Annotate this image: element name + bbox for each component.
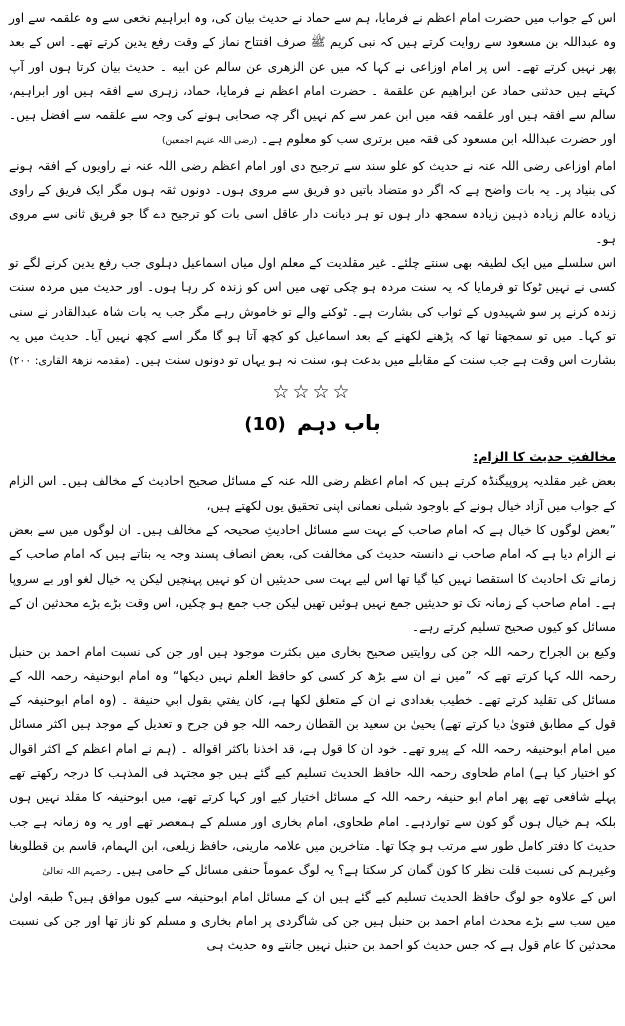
rahimahum-note: رحمہم اللہ تعالیٰ bbox=[42, 866, 112, 878]
chapter-title: باب دہم bbox=[297, 411, 381, 436]
chapter-number: (10) bbox=[244, 414, 286, 436]
paragraph-waki bbox=[9, 640, 616, 885]
paragraph-text: امام اوزاعی رضی اللہ عنہ نے حدیث کو علو سند سے ترجیح دی اور امام اعظم رضی اللہ عنہ نے راویوں کے افقہ ہونے کی بنیاد پر۔ یہ بات واضح ہے کہ اگر دو متضاد باتیں دو فریق سے مروی ہوں۔ دونوں ثقہ ہوں مگر ایک فریق کے راوی زیادہ عالم زیادہ ذہین زیادہ سمجھ دار ہوں تو ہر دیانت دار عاقل اسی بات کو ترجیح دے گا جو فریق ثانی سے مروی ہو۔ bbox=[9, 158, 616, 246]
reference-citation: (مقدمہ نزھۃ القاری: ۲۰۰) bbox=[9, 354, 130, 368]
section-intro: بعض غیر مقلدیہ پروپیگنڈہ کرتے ہیں کہ امام اعظم رضی اللہ عنہ کے مسائل صحیح احادیث کے مخالف ہیں۔ اس الزام کے جواب میں آزاد خیال ہونے کے باوجود شبلی نعمانی اپنی تحقیق یوں لکھتے ہیں، bbox=[9, 474, 616, 513]
paragraph-text: اس کے جواب میں حضرت امام اعظم نے فرمایا، ہم سے حماد نے حدیث بیان کی، وہ ابراہیم نخعی سے وہ علقمہ سے اور وہ عبداللہ بن مسعود سے روایت کرتے ہیں کہ نبی کریم ﷺ صرف افتتاح نماز کے وقت رفع یدین کرتے تھے۔ اس کے بعد پھر نہیں کرتے تھے۔ اس پر امام اوزاعی نے کہا کہ میں عن الزهری عن سالم عن ابیه ۔ حدیث بیان کرتا ہوں اور آپ کہتے ہیں حدثنی حماد عن ابراهیم عن علقمة ۔ حضرت امام اعظم نے فرمایا، حماد، زہری سے افقہ ہیں اور ابراہیم، سالم سے افقہ ہیں اور علقمہ فقہ میں ابن عمر سے کم نہیں اگر چہ صحابی ہونے کی وجہ سے علقمہ سے افضل ہیں۔ اور حضرت عبداللہ ابن مسعود کی فقہ میں برتری سب کو معلوم ہے۔ bbox=[9, 11, 616, 147]
shibli-quote: ”بعض لوگوں کا خیال ہے کہ امام صاحب کے بہت سے مسائل احادیثِ صحیحہ کے مخالف ہیں۔ ان لوگوں میں سے بعض نے الزام دیا ہے کہ امام صاحب نے دانستہ حدیث کی مخالفت کی، بعض انصاف پسند وجہ یہ بتاتے ہیں کہ امام صاحب کے زمانے تک احادیث کا استقصا نہیں کیا گیا تھا اس لیے بہت سی حدیثیں ان کو نہیں پہنچیں لیکن یہ خیال لغو اور بے سروپا ہے۔ امام صاحب کے زمانہ تک تو حدیثیں جمع نہیں ہوئیں تھیں لیکن جب جمع ہو چکیں، اس وقت بڑے بڑے محدثین ان کے مسائل کو کیوں صحیح تسلیم کرتے رہے۔ bbox=[9, 523, 616, 635]
star-separator: ☆☆☆☆ bbox=[272, 381, 353, 404]
paragraph-tarjih bbox=[9, 154, 616, 251]
paragraph-anecdote bbox=[9, 251, 616, 373]
paragraph-text: اس سلسلے میں ایک لطیفہ بھی سنتے چلئے۔ غیر مقلدیت کے معلم اول میاں اسماعیل دہلوی جب رفع یدین کرنے لگے تو کسی نے نہیں ٹوکا تو فرمایا کہ یہ سنت مردہ ہو چکی تھی میں اس کو زندہ کر رہا ہوں۔ اور حدیث میں مردہ سنت زندہ کرنے پر سو شہیدوں کے ثواب کی بشارت ہے۔ ٹوکنے والے تو خاموش رہے مگر جب یہ بات شاہ عبدالقادر نے سنی تو کہا۔ میں تو سمجھتا تھا کہ پڑھنے لکھنے کے بعد اسماعیل کو کچھ آتا ہو گا مگر اسے کچھ نہیں آیا۔ حدیث میں یہ بشارت اس وقت ہے جب سنت کے مقابلے میں بدعت ہو، سنت نہ ہو یہاں تو دونوں سنت ہیں۔ bbox=[9, 255, 616, 368]
paragraph-text: وکیع بن الجراح رحمہ اللہ جن کی روایتیں صحیح بخاری میں بکثرت موجود ہیں اور جن کی نسبت امام احمد بن حنبل رحمہ اللہ کہا کرتے تھے کہ ”میں نے ان سے بڑھ کر کسی کو حافظ العلم نہیں دیکھا“ وہ امام ابوحنیفہ رحمہ اللہ کے مسائل کی تقلید کرتے تھے۔ خطیب بغدادی نے ان کے متعلق لکھا ہے، كان يفتي بقول ابي حنيفة ۔ (وہ امام ابوحنیفہ کے قول کے مطابق فتویٰ دیا کرتے تھے) یحییٰ بن سعید بن القطان رحمہ اللہ جو فن جرح و تعدیل کے موجد ہیں اکثر مسائل میں امام ابوحنیفہ رحمہ اللہ کے پیرو تھے۔ خود ان کا قول ہے، قد اخذنا باكثر اقواله ۔ (ہم نے امام اعظم کے اکثر اقوال کو اختیار کیا ہے) امام طحاوی رحمہ اللہ حافظ الحدیث تسلیم کیے گئے ہیں جو مجتہد فی المذہب کا درجہ رکھتے تھے پہلے شافعی تھے پھر امام ابو حنیفہ رحمہ اللہ کے مسائل اختیار کیے اور کہا کرتے تھے، میں ابوحنیفہ کا مقلد نہیں ہوں بلکہ ہم خیال ہوں گو کون سے تواردہے۔ امام طحاوی، امام بخاری اور مسلم کے ہمعصر تھے اور یہ وہ زمانہ ہے جب حدیث کا دفتر کامل طور سے مرتب ہو چکا تھا۔ متاخرین میں علامہ مارینی، حافظ زیلعی، ابن الہمام، قاسم بن قطلوبغا وغیرہم کی نسبت قلت نظر کا کون گمان کر سکتا ہے؟ یہ لوگ عموماً حنفی مسائل کے حامی ہیں۔ bbox=[9, 644, 616, 878]
chapter-heading bbox=[9, 407, 616, 441]
ridwan-sign: (رضی اللہ عنہم اجمعین) bbox=[162, 136, 258, 147]
paragraph-last: اس کے علاوہ جو لوگ حافظ الحدیث تسلیم کیے گئے ہیں ان کے مسائل امام ابوحنیفہ سے کیوں موافق ہیں؟ طبقہ اولیٰ میں سب سے بڑے محدث امام احمد بن حنبل ہیں جن کی شاگردی پر امام بخاری و مسلم کو ناز تھا اور جن کی نسبت محدثین کا عام قول ہے کہ جس حدیث کو احمد بن حنبل نہیں جانتے وہ حدیث ہی bbox=[9, 889, 616, 953]
paragraph-imam-reply bbox=[9, 6, 616, 154]
section-heading: مخالفتِ حدیث کا الزام: bbox=[473, 449, 616, 465]
